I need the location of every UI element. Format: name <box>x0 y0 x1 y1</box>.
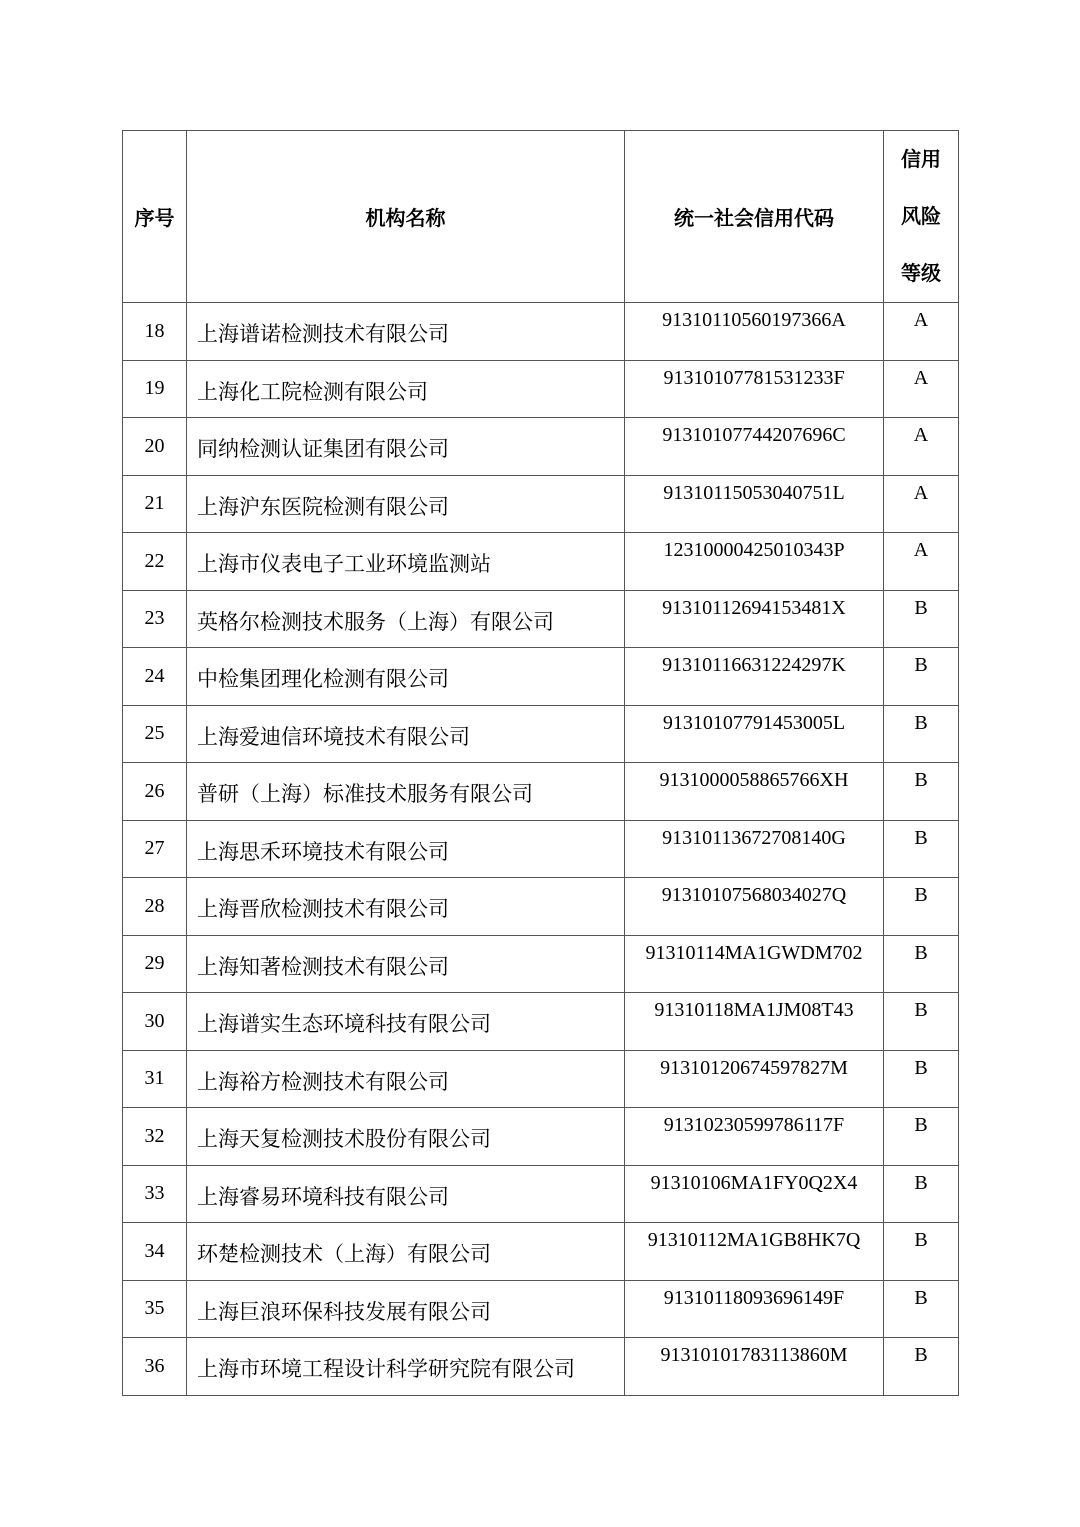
table-row <box>123 648 959 706</box>
row-risk-grade: B <box>884 1165 959 1223</box>
row-serial-number: 32 <box>123 1108 187 1166</box>
row-institution-name: 上海市仪表电子工业环境监测站 <box>187 533 625 591</box>
row-serial-number: 22 <box>123 533 187 591</box>
table-row <box>123 1338 959 1396</box>
table-row <box>123 303 959 361</box>
row-serial-number: 25 <box>123 705 187 763</box>
table-row <box>123 1280 959 1338</box>
table-row <box>123 590 959 648</box>
row-credit-code: 91310110560197366A <box>625 303 884 361</box>
row-credit-code: 91310120674597827M <box>625 1050 884 1108</box>
row-institution-name: 上海沪东医院检测有限公司 <box>187 475 625 533</box>
header-institution-name: 机构名称 <box>187 131 625 303</box>
row-credit-code: 91310107568034027Q <box>625 878 884 936</box>
row-credit-code: 91310113672708140G <box>625 820 884 878</box>
row-risk-grade: B <box>884 590 959 648</box>
header-serial-number: 序号 <box>123 131 187 303</box>
row-credit-code: 91310107781531233F <box>625 360 884 418</box>
header-row <box>123 131 959 303</box>
row-risk-grade: A <box>884 360 959 418</box>
row-institution-name: 上海市环境工程设计科学研究院有限公司 <box>187 1338 625 1396</box>
row-risk-grade: B <box>884 648 959 706</box>
row-institution-name: 环楚检测技术（上海）有限公司 <box>187 1223 625 1281</box>
row-credit-code: 91310106MA1FY0Q2X4 <box>625 1165 884 1223</box>
table-row <box>123 1165 959 1223</box>
header-risk-grade-line1: 信用 <box>901 147 941 171</box>
row-serial-number: 35 <box>123 1280 187 1338</box>
row-serial-number: 21 <box>123 475 187 533</box>
row-risk-grade: B <box>884 878 959 936</box>
table-row <box>123 533 959 591</box>
credit-risk-table <box>122 130 959 1396</box>
table-row <box>123 763 959 821</box>
table-row <box>123 993 959 1051</box>
row-serial-number: 19 <box>123 360 187 418</box>
header-credit-code: 统一社会信用代码 <box>625 131 884 303</box>
row-institution-name: 上海晋欣检测技术有限公司 <box>187 878 625 936</box>
row-credit-code: 91310112MA1GB8HK7Q <box>625 1223 884 1281</box>
row-serial-number: 26 <box>123 763 187 821</box>
table-row <box>123 705 959 763</box>
table-row <box>123 935 959 993</box>
row-serial-number: 34 <box>123 1223 187 1281</box>
row-serial-number: 18 <box>123 303 187 361</box>
row-credit-code: 12310000425010343P <box>625 533 884 591</box>
row-credit-code: 91310118093696149F <box>625 1280 884 1338</box>
row-serial-number: 33 <box>123 1165 187 1223</box>
row-institution-name: 英格尔检测技术服务（上海）有限公司 <box>187 590 625 648</box>
row-institution-name: 上海思禾环境技术有限公司 <box>187 820 625 878</box>
row-risk-grade: B <box>884 935 959 993</box>
row-risk-grade: B <box>884 705 959 763</box>
row-credit-code: 91310112694153481X <box>625 590 884 648</box>
row-credit-code: 91310107744207696C <box>625 418 884 476</box>
row-serial-number: 20 <box>123 418 187 476</box>
header-risk-grade-line2: 风险 <box>901 204 941 228</box>
row-risk-grade: A <box>884 303 959 361</box>
row-serial-number: 30 <box>123 993 187 1051</box>
row-credit-code: 91310114MA1GWDM702 <box>625 935 884 993</box>
table-row <box>123 475 959 533</box>
table-row <box>123 1050 959 1108</box>
table-row <box>123 1108 959 1166</box>
row-institution-name: 同纳检测认证集团有限公司 <box>187 418 625 476</box>
row-risk-grade: B <box>884 1108 959 1166</box>
row-institution-name: 上海爱迪信环境技术有限公司 <box>187 705 625 763</box>
row-credit-code: 91310115053040751L <box>625 475 884 533</box>
row-risk-grade: B <box>884 820 959 878</box>
row-credit-code: 91310101783113860M <box>625 1338 884 1396</box>
row-serial-number: 23 <box>123 590 187 648</box>
row-credit-code: 9131000058865766XH <box>625 763 884 821</box>
row-serial-number: 28 <box>123 878 187 936</box>
table-header <box>123 131 959 303</box>
row-risk-grade: A <box>884 533 959 591</box>
row-risk-grade: B <box>884 763 959 821</box>
row-credit-code: 91310230599786117F <box>625 1108 884 1166</box>
row-institution-name: 上海知著检测技术有限公司 <box>187 935 625 993</box>
row-institution-name: 上海化工院检测有限公司 <box>187 360 625 418</box>
row-credit-code: 91310118MA1JM08T43 <box>625 993 884 1051</box>
row-risk-grade: B <box>884 1338 959 1396</box>
row-risk-grade: B <box>884 1280 959 1338</box>
table-body <box>123 303 959 1396</box>
row-credit-code: 91310107791453005L <box>625 705 884 763</box>
row-serial-number: 31 <box>123 1050 187 1108</box>
header-risk-grade <box>884 131 959 303</box>
table-row <box>123 878 959 936</box>
row-credit-code: 91310116631224297K <box>625 648 884 706</box>
row-institution-name: 普研（上海）标准技术服务有限公司 <box>187 763 625 821</box>
row-serial-number: 24 <box>123 648 187 706</box>
row-institution-name: 中检集团理化检测有限公司 <box>187 648 625 706</box>
row-institution-name: 上海谱实生态环境科技有限公司 <box>187 993 625 1051</box>
row-risk-grade: B <box>884 993 959 1051</box>
table-row <box>123 820 959 878</box>
row-risk-grade: A <box>884 418 959 476</box>
row-institution-name: 上海睿易环境科技有限公司 <box>187 1165 625 1223</box>
row-serial-number: 29 <box>123 935 187 993</box>
row-institution-name: 上海天复检测技术股份有限公司 <box>187 1108 625 1166</box>
row-risk-grade: A <box>884 475 959 533</box>
row-serial-number: 36 <box>123 1338 187 1396</box>
row-risk-grade: B <box>884 1050 959 1108</box>
header-risk-grade-line3: 等级 <box>901 261 941 285</box>
row-institution-name: 上海谱诺检测技术有限公司 <box>187 303 625 361</box>
row-institution-name: 上海巨浪环保科技发展有限公司 <box>187 1280 625 1338</box>
row-serial-number: 27 <box>123 820 187 878</box>
table-row <box>123 360 959 418</box>
table-row <box>123 418 959 476</box>
row-institution-name: 上海裕方检测技术有限公司 <box>187 1050 625 1108</box>
row-risk-grade: B <box>884 1223 959 1281</box>
table-row <box>123 1223 959 1281</box>
